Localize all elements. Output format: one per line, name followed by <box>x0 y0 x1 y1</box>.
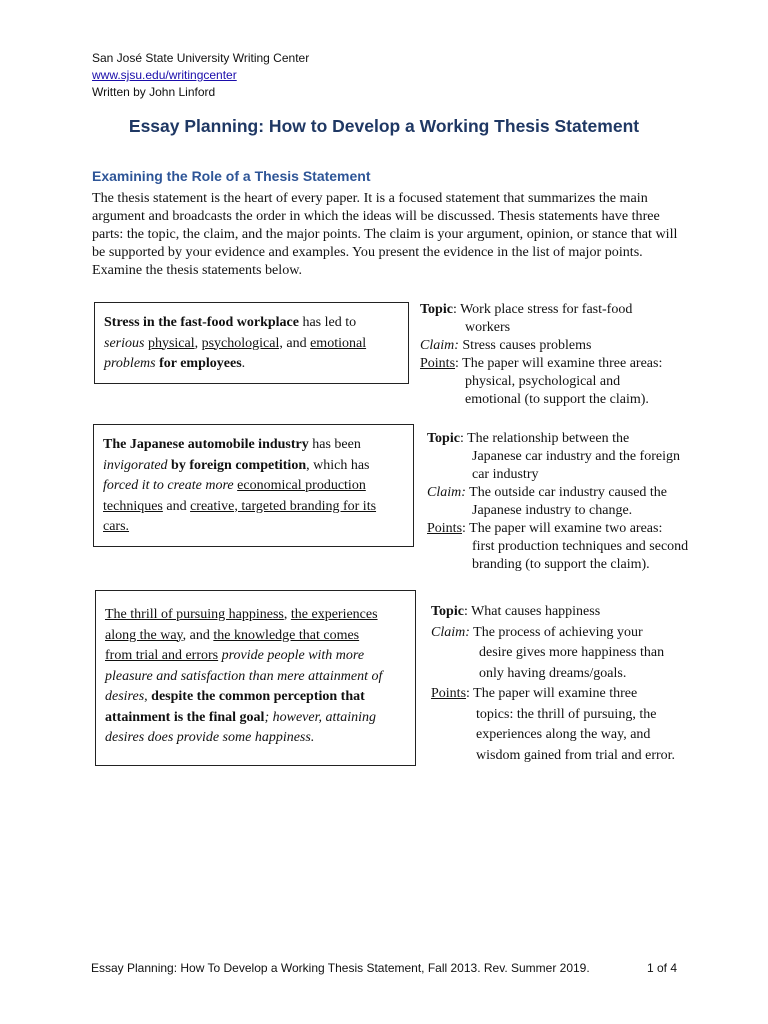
thesis-text: , <box>194 335 202 351</box>
thesis-point: the knowledge that comes <box>213 627 360 643</box>
claim-text-cont: desire gives more happiness than <box>479 645 665 660</box>
page-title: Essay Planning: How to Develop a Working Thesis Statement <box>128 116 640 136</box>
topic-text-cont: car industry <box>472 467 539 482</box>
thesis-point: along the way <box>105 627 183 643</box>
points-text-cont: first production techniques and second <box>472 539 689 554</box>
claim-label: Claim: <box>420 338 459 353</box>
topic-label: Topic <box>427 431 460 446</box>
thesis-point: emotional <box>310 335 367 351</box>
claim-text: The process of achieving your <box>469 624 643 640</box>
points-text: : The paper will examine two areas: <box>462 521 663 536</box>
thesis-topic: The Japanese automobile industry <box>103 437 309 452</box>
points-text-cont: emotional (to support the claim). <box>465 392 649 407</box>
thesis-text: , <box>144 689 152 704</box>
thesis-box-1 <box>94 302 409 384</box>
points-label: Points <box>420 356 456 371</box>
thesis-claim: invigorated <box>103 457 168 473</box>
topic-text: : What causes happiness <box>463 604 601 619</box>
points-text-cont: experiences along the way, and <box>476 727 651 742</box>
thesis-topic: by foreign competition <box>171 457 307 473</box>
thesis-point: cars. <box>103 519 130 534</box>
thesis-claim: provide people with more <box>218 648 365 663</box>
thesis-point: from trial and errors <box>105 648 219 663</box>
section-heading: Examining the Role of a Thesis Statement <box>92 168 371 184</box>
points-text: : The paper will examine three areas: <box>455 356 663 371</box>
topic-text: : The relationship between the <box>459 431 630 446</box>
points-text-cont: physical, psychological and <box>465 374 621 389</box>
thesis-point: physical <box>147 335 195 351</box>
points-label: Points <box>427 521 463 536</box>
thesis-claim: pleasure and satisfaction than mere attainment of <box>105 668 383 684</box>
topic-text: : Work place stress for fast-food <box>452 302 633 317</box>
thesis-text: , and <box>182 627 214 643</box>
points-text-cont: branding (to support the claim). <box>472 557 650 572</box>
points-text-cont: wisdom gained from trial and error. <box>476 747 676 763</box>
topic-label: Topic <box>420 302 453 317</box>
thesis-text: , <box>283 607 291 622</box>
thesis-point: the experiences <box>290 607 378 622</box>
points-text: : The paper will examine three <box>466 686 638 701</box>
thesis-claim: serious <box>104 335 145 351</box>
footer-text: Essay Planning: How To Develop a Working Thesis Statement, Fall 2013. Rev. Summer 2019. <box>91 961 590 975</box>
thesis-claim: desires does provide some happiness. <box>105 730 315 745</box>
thesis-topic: despite the common perception that <box>151 689 365 704</box>
thesis-topic: Stress in the fast-food workplace <box>104 315 299 330</box>
annotation-1 <box>420 301 662 409</box>
annotation-2 <box>427 430 688 574</box>
claim-label: Claim: <box>427 485 466 500</box>
claim-text: Stress causes problems <box>458 338 592 353</box>
thesis-point: economical production <box>237 478 366 493</box>
claim-text-cont: Japanese industry to change. <box>472 503 633 518</box>
topic-label: Topic <box>431 604 464 619</box>
thesis-text: has been <box>308 437 361 452</box>
thesis-topic: for employees <box>159 356 242 371</box>
claim-text: The outside car industry caused the <box>465 485 668 500</box>
thesis-text: and <box>162 498 191 514</box>
topic-text-cont: workers <box>465 320 511 335</box>
org-name: San José State University Writing Center <box>92 51 310 65</box>
thesis-claim: problems <box>104 356 156 371</box>
annotation-3 <box>431 602 675 766</box>
claim-label: Claim: <box>431 624 470 640</box>
topic-text-cont: Japanese car industry and the foreign <box>472 449 680 464</box>
points-text-cont: topics: the thrill of pursuing, the <box>476 706 657 722</box>
thesis-claim: ; however, attaining <box>264 709 377 725</box>
claim-text-cont: only having dreams/goals. <box>479 665 627 681</box>
thesis-topic: attainment is the final goal <box>105 709 265 725</box>
points-label: Points <box>431 686 467 701</box>
thesis-text: has led to <box>298 315 357 330</box>
thesis-box-2 <box>93 424 414 547</box>
thesis-claim: forced it to create more <box>103 478 234 493</box>
thesis-point: psychological, <box>201 335 283 351</box>
thesis-text: and <box>282 335 311 351</box>
thesis-text: . <box>241 356 246 371</box>
author-line: Written by John Linford <box>92 85 216 99</box>
thesis-point: techniques <box>103 498 163 514</box>
intro-paragraph: The thesis statement is the heart of every paper. It is a focused statement that summarizes the main argument and broadcasts the order in which the ideas will be discussed. Thesis statements have three parts: the topic, the claim, and the major points. The claim is your argument, opinion, or stance that will be supported by your evidence and examples. You present the evidence in the list of major points. Examine the thesis statements below. <box>92 190 678 278</box>
thesis-box-3 <box>95 590 416 766</box>
thesis-point: The thrill of pursuing happiness <box>105 607 284 622</box>
website-link[interactable]: www.sjsu.edu/writingcenter <box>92 68 237 82</box>
thesis-text: , which has <box>306 457 370 473</box>
thesis-point: creative, targeted branding for its <box>190 498 377 514</box>
page-number: 1 of 4 <box>647 961 678 975</box>
thesis-claim: desires <box>105 689 145 704</box>
